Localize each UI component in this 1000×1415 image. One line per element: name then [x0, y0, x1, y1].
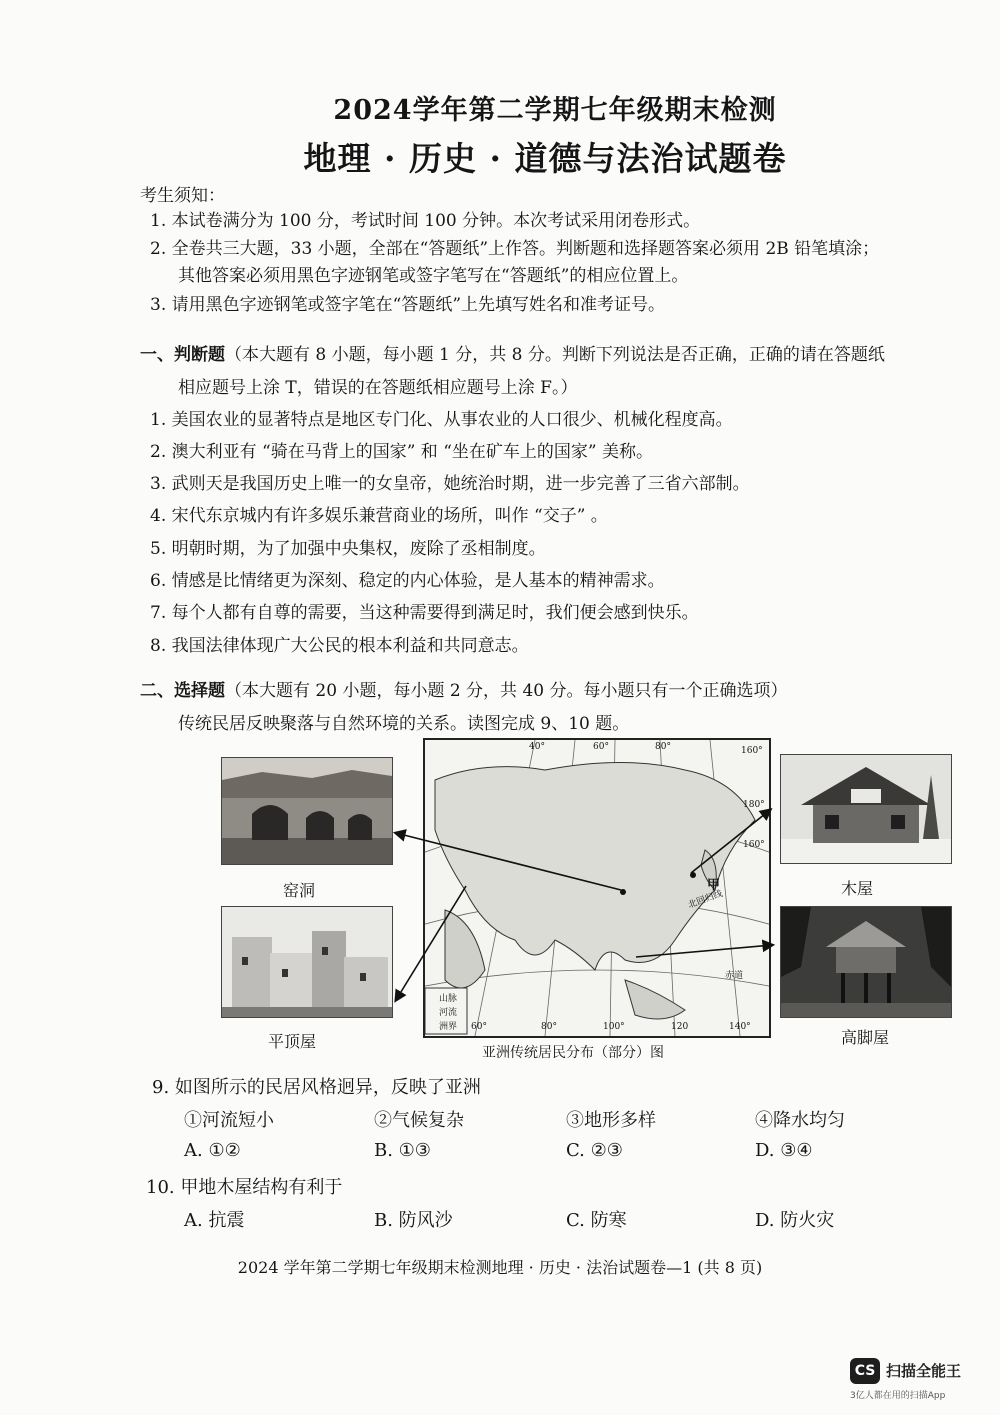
q9-choice-d: D. ③④ — [755, 1140, 813, 1161]
notice-item: 1. 本试卷满分为 100 分，考试时间 100 分钟。本次考试采用闭卷形式。 — [150, 211, 701, 231]
lon-label: 100° — [603, 1022, 625, 1032]
notice-item: 3. 请用黑色字迹钢笔或签字笔在“答题纸”上先填写姓名和准考证号。 — [150, 295, 666, 315]
map-label-tropic: 北回归线 — [686, 889, 725, 911]
q10-choice-a: A. 抗震 — [184, 1210, 245, 1231]
lon-label: 60° — [471, 1022, 487, 1032]
legend-river: 河流 — [439, 1008, 458, 1018]
exam-title-line1: 2024学年第二学期七年级期末检测 — [333, 95, 777, 126]
question-9-stem: 9. 如图所示的民居风格迥异，反映了亚洲 — [152, 1077, 481, 1098]
section1-desc-cont: 相应题号上涂 T，错误的在答题纸相应题号上涂 F。） — [178, 378, 578, 398]
section2-label: 二、选择题 — [140, 681, 225, 701]
judge-item: 5. 明朝时期，为了加强中央集权，废除了丞相制度。 — [150, 539, 546, 559]
q9-choice-a: A. ①② — [184, 1140, 241, 1161]
caption-flat-roof-house: 平顶屋 — [268, 1032, 317, 1051]
q9-statement: ③地形多样 — [566, 1110, 656, 1131]
judge-item: 2. 澳大利亚有 “骑在马背上的国家” 和 “坐在矿车上的国家” 美称。 — [150, 442, 654, 462]
q9-statement: ①河流短小 — [184, 1110, 274, 1131]
lon-label: 60° — [593, 742, 609, 752]
judge-item: 1. 美国农业的显著特点是地区专门化、从事农业的人口很少、机械化程度高。 — [150, 410, 733, 430]
q9-choice-c: C. ②③ — [566, 1140, 623, 1161]
scanner-app-tagline: 3亿人都在用的扫描App — [850, 1391, 946, 1401]
scanner-watermark — [850, 1356, 978, 1402]
q10-choice-d: D. 防火灾 — [755, 1210, 835, 1231]
lon-label: 140° — [729, 1022, 751, 1032]
exam-title-line2: 地理 · 历史 · 道德与法治试题卷 — [303, 139, 787, 178]
section1-desc: （本大题有 8 小题，每小题 1 分，共 8 分。判断下列说法是否正确，正确的请在答题纸 — [225, 345, 885, 365]
lon-label: 80° — [541, 1022, 557, 1032]
notice-item: 其他答案必须用黑色字迹钢笔或签字笔写在“答题纸”的相应位置上。 — [178, 266, 689, 286]
map-marker-jia: 甲 — [707, 878, 721, 893]
section2-desc: （本大题有 20 小题，每小题 2 分，共 40 分。每小题只有一个正确选项） — [225, 681, 788, 701]
judge-item: 3. 武则天是我国历史上唯一的女皇帝，她统治时期，进一步完善了三省六部制。 — [150, 474, 750, 494]
section1-label: 一、判断题 — [140, 345, 225, 365]
judge-item: 8. 我国法律体现广大公民的根本利益和共同意志。 — [150, 636, 529, 656]
notice-heading: 考生须知： — [140, 186, 225, 206]
judge-item: 4. 宋代东京城内有许多娱乐兼营商业的场所，叫作 “交子” 。 — [150, 506, 608, 526]
question-10-stem: 10. 甲地木屋结构有利于 — [146, 1177, 343, 1198]
caption-log-cabin: 木屋 — [841, 879, 874, 898]
legend-mountain: 山脉 — [439, 994, 458, 1004]
cs-logo-icon: CS — [850, 1358, 880, 1384]
judge-item: 7. 每个人都有自尊的需要，当这种需要得到满足时，我们便会感到快乐。 — [150, 603, 699, 623]
caption-cave-dwelling: 窑洞 — [283, 881, 316, 900]
legend-border: 洲界 — [439, 1022, 458, 1032]
q9-choice-b: B. ①③ — [374, 1140, 431, 1161]
lon-label: 80° — [655, 742, 671, 752]
lon-label: 120 — [671, 1022, 689, 1032]
notice-item: 2. 全卷共三大题，33 小题，全部在“答题纸”上作答。判断题和选择题答案必须用 2B 铅笔填涂； — [150, 239, 880, 259]
lon-label: 160° — [741, 746, 763, 756]
q10-choice-c: C. 防寒 — [566, 1210, 627, 1231]
q9-statement: ④降水均匀 — [755, 1110, 845, 1131]
judge-item: 6. 情感是比情绪更为深刻、稳定的内心体验，是人基本的精神需求。 — [150, 571, 665, 591]
scanner-app-name: 扫描全能王 — [886, 1362, 962, 1380]
map-caption: 亚洲传统居民分布（部分）图 — [482, 1045, 664, 1061]
q10-choice-b: B. 防风沙 — [374, 1210, 453, 1231]
lon-label: 160° — [743, 840, 765, 850]
page-footer: 2024 学年第二学期七年级期末检测地理 · 历史 · 法治试题卷—1 (共 8 页) — [237, 1258, 763, 1277]
caption-stilt-house: 高脚屋 — [841, 1028, 890, 1047]
q9-statement: ②气候复杂 — [374, 1110, 464, 1131]
lon-label: 40° — [529, 742, 545, 752]
map-label-equator: 赤道 — [725, 971, 744, 981]
section2-intro: 传统民居反映聚落与自然环境的关系。读图完成 9、10 题。 — [178, 714, 630, 734]
lon-label: 180° — [743, 800, 765, 810]
